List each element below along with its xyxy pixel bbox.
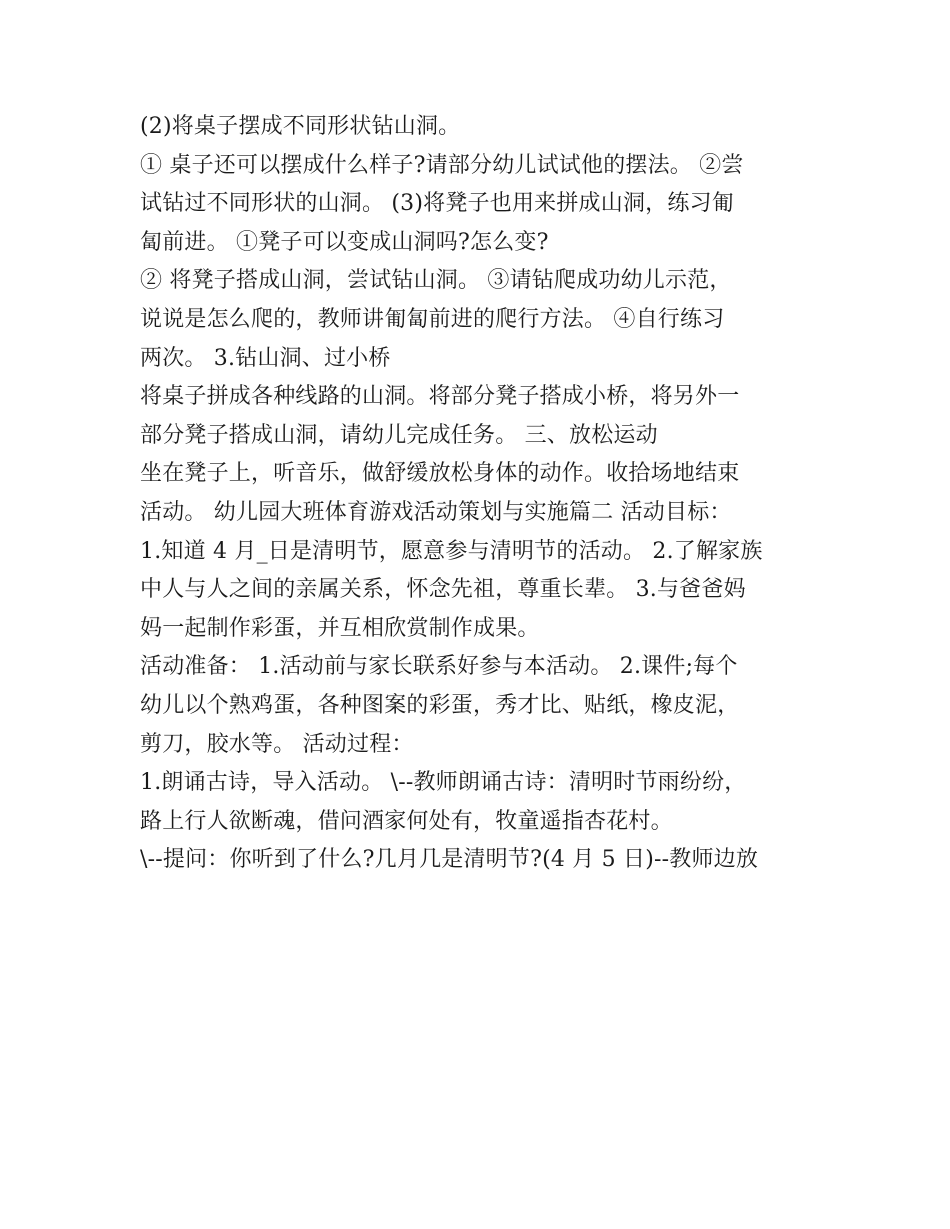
text-line: 部分凳子搭成山洞，请幼儿完成任务。 三、放松运动 xyxy=(140,422,658,448)
text-line: 匐前进。 ①凳子可以变成山洞吗?怎么变? xyxy=(140,229,549,255)
text-line: 坐在凳子上，听音乐，做舒缓放松身体的动作。收拾场地结束 xyxy=(140,461,740,487)
text-line: 中人与人之间的亲属关系，怀念先祖，尊重长辈。 3.与爸爸妈 xyxy=(140,577,746,603)
text-line: ② 将凳子搭成山洞，尝试钻山洞。 ③请钻爬成功幼儿示范， xyxy=(140,268,732,294)
text-line: 试钻过不同形状的山洞。 (3)将凳子也用来拼成山洞，练习匍 xyxy=(140,191,734,217)
text-line: 路上行人欲断魂，借问酒家何处有，牧童遥指杏花村。 xyxy=(140,808,673,834)
text-line: 1.知道 4 月_日是清明节，愿意参与清明节的活动。 2.了解家族 xyxy=(140,538,763,564)
text-line: 1.朗诵古诗，导入活动。 \--教师朗诵古诗：清明时节雨纷纷， xyxy=(140,770,747,796)
text-line: 剪刀，胶水等。 活动过程： xyxy=(140,731,414,757)
document-body xyxy=(140,108,820,880)
text-line: ① 桌子还可以摆成什么样子?请部分幼儿试试他的摆法。 ②尝 xyxy=(140,152,744,178)
text-line: (2)将桌子摆成不同形状钻山洞。 xyxy=(140,114,461,139)
text-line: 两次。 3.钻山洞、过小桥 xyxy=(140,345,391,371)
text-line: 妈一起制作彩蛋，并互相欣赏制作成果。 xyxy=(140,615,540,641)
text-line: 活动。 幼儿园大班体育游戏活动策划与实施篇二 活动目标： xyxy=(140,499,732,525)
text-line: 将桌子拼成各种线路的山洞。将部分凳子搭成小桥，将另外一 xyxy=(140,384,740,410)
text-line: \--提问：你听到了什么?几月几是清明节?(4 月 5 日)--教师边放 xyxy=(140,847,759,873)
text-line: 活动准备： 1.活动前与家长联系好参与本活动。 2.课件;每个 xyxy=(140,654,738,680)
text-line: 幼儿以个熟鸡蛋，各种图案的彩蛋，秀才比、贴纸，橡皮泥， xyxy=(140,692,740,718)
text-line: 说说是怎么爬的，教师讲匍匐前进的爬行方法。 ④自行练习 xyxy=(140,306,725,332)
